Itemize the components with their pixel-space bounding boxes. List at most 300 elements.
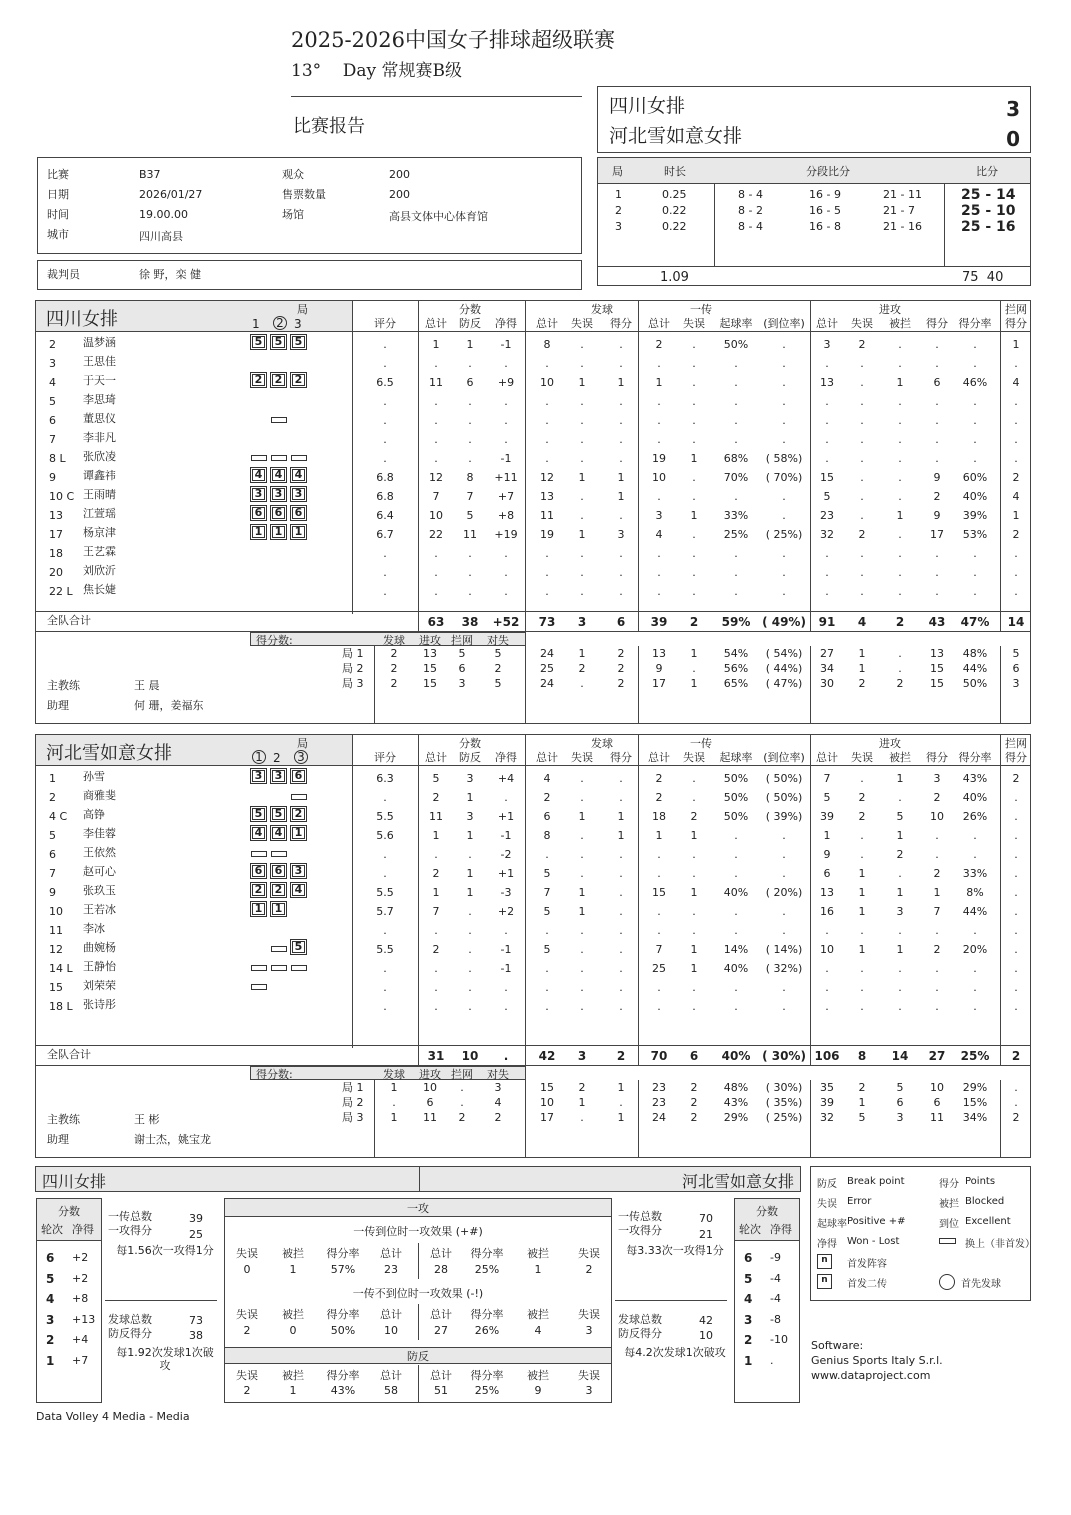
col-rating: 评分 [374,751,396,764]
set-stat-at: 27 [820,647,834,660]
starting-box [270,901,287,917]
total-pt: 31 [427,1049,445,1063]
stat-ae: 2 [858,791,866,804]
stat-rt: 15 [652,886,666,899]
stat-rexc: . [782,490,786,503]
stat-rpos: 50% [723,772,749,785]
stat-blk: . [1014,547,1018,560]
stat-bp: . [468,395,472,408]
software-url[interactable]: www.dataproject.com [811,1369,931,1382]
set-stat-se: 1 [578,1096,586,1109]
stat-pt: . [434,585,438,598]
total-bp: 10 [461,1049,479,1063]
reception-header: 一传 [690,303,712,316]
stat-ae: 1 [858,905,866,918]
stat-at: 23 [820,509,834,522]
total-ae: 8 [857,1049,867,1063]
starting-box [290,882,307,898]
stat-bp: . [468,943,472,956]
fa-value: 27 [434,1324,448,1337]
stat-ab: 1 [896,509,904,522]
starting-box [250,505,267,521]
stat-ap: . [935,547,939,560]
player-name: 于天一 [83,374,116,387]
col-sep [810,646,811,724]
stat-re: 1 [690,962,698,975]
starting-box [290,486,307,502]
col-sp: 得分 [610,751,632,764]
footer-text: Data Volley 4 Media - Media [36,1410,190,1423]
stat-net: . [504,585,508,598]
stat-pt: 2 [432,867,440,880]
coach-label: 主教练 [47,1113,80,1126]
stat-apct: 8% [966,886,984,899]
set-stat-at: 34 [820,662,834,675]
stat-blk: . [1014,452,1018,465]
set-points-c: 3 [458,677,466,690]
stat-apct: . [973,1000,977,1013]
player-number: 6 [49,414,56,427]
scoreboard-home: 四川女排 [609,95,686,117]
stat-rating: 5.5 [376,943,394,956]
stat-re: . [692,471,696,484]
set-points-b: 13 [423,647,437,660]
stat-ap: . [935,338,939,351]
col-sp: 得分 [610,317,632,330]
stat-se: . [580,414,584,427]
def-value: 1 [289,1384,297,1397]
stat-st: . [545,414,549,427]
stat-pt: 10 [429,509,443,522]
home-rotation-box [36,1198,102,1403]
stat-rexc: . [782,848,786,861]
set-indicator: 3 [294,750,308,764]
stat-re: . [692,905,696,918]
set-stat-apct: 50% [962,677,988,690]
sub-in-icon [251,965,267,971]
starting-box [250,882,267,898]
stat-rpos: . [734,490,738,503]
stat-ae: . [860,452,864,465]
fa-value: 4 [534,1324,542,1337]
stat-rpos: . [734,829,738,842]
eff-label: 一攻得分 [618,1224,662,1237]
stat-blk: . [1014,867,1018,880]
eff-note: 每1.92次发球1次破攻 [116,1346,214,1372]
player-name: 孙雪 [83,770,105,783]
legend-box-icon [817,1254,832,1269]
stat-re: 1 [690,452,698,465]
stat-rpos: 68% [723,452,749,465]
starting-position: 2 [294,373,303,386]
starting-box [250,486,267,502]
stat-pt: . [434,924,438,937]
set-stat-ae: 1 [858,662,866,675]
stat-rpos: . [734,357,738,370]
set-stat-ae: 5 [858,1111,866,1124]
player-name: 曲婉杨 [83,941,116,954]
stat-blk: . [1014,566,1018,579]
starting-box [270,486,287,502]
set-points-a: 1 [390,1111,398,1124]
info-label: 时间 [47,208,69,221]
stat-apct: . [973,452,977,465]
stat-net: . [504,981,508,994]
starting-position: 4 [274,468,283,481]
col-sep [638,1045,639,1065]
stat-sp: . [619,357,623,370]
legend-key: 得分 [939,1179,959,1190]
stat-net: -1 [500,962,512,975]
starting-position: 3 [274,487,283,500]
starting-box [270,806,287,822]
starting-position: 2 [274,883,283,896]
stat-apct: 20% [962,943,988,956]
rotation-number: 4 [744,1292,753,1306]
stat-at: . [825,414,829,427]
sub-in-icon [251,455,267,461]
stat-st: 6 [543,810,551,823]
fa-value: 0 [243,1263,251,1276]
stat-bp: 11 [463,528,477,541]
stat-bp: . [468,414,472,427]
reception-header: 一传 [690,737,712,750]
stat-net: -1 [500,829,512,842]
set-row-label: 局 1 [342,1081,364,1094]
col-sep [1000,611,1001,631]
stat-sp: . [619,433,623,446]
sub-in-icon [271,851,287,857]
stat-rt: . [657,924,661,937]
col-sep [374,646,375,724]
stat-rt: 1 [655,829,663,842]
stat-ap: 3 [933,772,941,785]
stat-pt: 11 [429,376,443,389]
stat-re: . [692,791,696,804]
stat-ae: 2 [858,528,866,541]
points-b: 进攻 [419,1068,441,1081]
player-number: 7 [49,433,56,446]
set-points-a: 2 [390,647,398,660]
stat-ab: 1 [896,829,904,842]
stat-net: . [504,433,508,446]
total-ap: 43 [928,615,946,629]
rotation-number: 5 [46,1271,55,1286]
starting-box [250,372,267,388]
stat-rpos: . [734,905,738,918]
stat-at: 10 [820,943,834,956]
fa-header: 失误 [578,1247,600,1260]
col-rpos: 起球率 [719,751,753,764]
stat-ae: . [860,585,864,598]
stat-se: . [580,943,584,956]
stat-apct: 33% [962,867,988,880]
stat-ab: . [898,414,902,427]
fa-header: 被拦 [282,1308,304,1321]
stat-se: . [580,848,584,861]
stat-bp: . [468,452,472,465]
stat-re: . [692,490,696,503]
set-stat-st: 10 [540,1096,554,1109]
player-number: 4 [49,376,56,389]
col-set: 局 [297,303,308,316]
stat-apct: 60% [962,471,988,484]
player-name: 王若冰 [83,903,116,916]
col-set: 局 [297,737,308,750]
stat-at: . [825,566,829,579]
eff-value: 25 [189,1228,203,1241]
serve-header: 发球 [591,303,613,316]
set-number: 1 [615,188,622,201]
stat-rexc: . [782,509,786,522]
stat-sp: . [619,772,623,785]
info-label: 比赛 [47,168,69,181]
points-a: 发球 [383,634,405,647]
stat-blk: . [1014,414,1018,427]
assistant-label: 助理 [47,1133,69,1146]
player-name: 王依然 [83,846,116,859]
set-stat-ap: 15 [930,677,944,690]
stat-ap: . [935,981,939,994]
fa-value: 0 [289,1324,297,1337]
rotation-number: 2 [46,1333,55,1347]
stat-rt: . [657,848,661,861]
total-rpos: 59% [721,615,751,629]
eff-label: 防反得分 [618,1327,662,1340]
stat-rt: . [657,414,661,427]
eff-label: 发球总数 [108,1313,152,1326]
stat-ab: 1 [896,376,904,389]
set-row-label: 局 3 [342,1111,364,1124]
stat-re: . [692,924,696,937]
starting-position: 4 [254,826,263,839]
starting-position: 1 [294,525,303,538]
away-sets-won: 0 [1006,127,1020,151]
stat-sp: . [619,566,623,579]
set-stat-blk: . [1014,1081,1018,1094]
stat-re: . [692,566,696,579]
col-duration: 时长 [664,165,686,178]
stat-apct: . [973,829,977,842]
set-partial: 21 - 7 [883,204,915,217]
stat-rating: 5.6 [376,829,394,842]
fa-value: 2 [585,1263,593,1276]
stat-bp: . [468,1000,472,1013]
stat-net: . [504,547,508,560]
stat-ae: . [860,490,864,503]
stat-bp: . [468,924,472,937]
col-ap: 得分 [926,317,948,330]
points-a: 发球 [383,1068,405,1081]
player-number: 2 [49,791,56,804]
attack-header: 进攻 [879,303,901,316]
def-header: 总计 [430,1369,452,1382]
stat-rt: . [657,547,661,560]
player-name: 高铮 [83,808,105,821]
stat-re: . [692,338,696,351]
fa-value: 2 [243,1324,251,1337]
player-name: 刘欣沂 [83,564,116,577]
stat-ae: 1 [858,867,866,880]
software-company: Genius Sports Italy S.r.l. [811,1354,943,1367]
stat-ab: 1 [896,772,904,785]
fa-header: 被拦 [527,1247,549,1260]
starting-position: 4 [254,468,263,481]
set-points-c: 2 [458,1111,466,1124]
stat-bp: 1 [466,829,474,842]
starting-box [290,334,307,350]
col-sep [638,1080,639,1158]
player-number: 18 [49,547,63,560]
stat-blk: 2 [1012,471,1020,484]
stat-rt: 18 [652,810,666,823]
rotation-value: -9 [770,1251,781,1264]
eff-note: 每4.2次发球1次破攻 [624,1346,726,1359]
stat-blk: . [1014,886,1018,899]
fa-value: 3 [585,1324,593,1337]
set-duration: 0.22 [662,204,687,217]
stat-net: . [504,1000,508,1013]
stat-se: . [580,357,584,370]
stat-se: . [580,452,584,465]
stat-rpos: . [734,924,738,937]
set-indicator: 3 [294,317,302,331]
points-header: 分数 [459,303,481,316]
starting-box [270,882,287,898]
stat-sp: . [619,414,623,427]
stat-bp: 1 [466,338,474,351]
col-sep [352,765,353,1048]
stat-ab: 5 [896,810,904,823]
def-header: 失误 [578,1369,600,1382]
set-points-b: 11 [423,1111,437,1124]
total-line-bottom [36,631,1030,632]
stat-rt: 1 [655,376,663,389]
set-points-a: 1 [390,1081,398,1094]
legend-circle-icon [939,1274,955,1290]
set-stat-blk: 6 [1012,662,1020,675]
stat-bp: 1 [466,791,474,804]
stat-se: . [580,791,584,804]
player-number: 5 [49,395,56,408]
total-ab: 2 [895,615,905,629]
stat-re: 1 [690,886,698,899]
stat-at: . [825,547,829,560]
col-re: 失误 [683,317,705,330]
col-sep [810,1080,811,1158]
stat-pt: 1 [432,338,440,351]
starting-box [250,768,267,784]
stat-ae: . [860,924,864,937]
fa-value: 28 [434,1263,448,1276]
info-label: 售票数量 [282,188,326,201]
set-stat-st: 24 [540,647,554,660]
player-number: 1 [49,772,56,785]
stat-blk: . [1014,395,1018,408]
starting-position: 2 [254,883,263,896]
starting-position: 4 [274,826,283,839]
stat-bp: . [468,585,472,598]
set-stat-apct: 29% [962,1081,988,1094]
starting-position: 3 [254,487,263,500]
stat-ae: 2 [858,810,866,823]
set-stat-sp: 2 [617,647,625,660]
stat-ae: . [860,357,864,370]
col-rt: 总计 [648,751,670,764]
stat-st: . [545,433,549,446]
stat-rexc: . [782,395,786,408]
col-sep [525,646,526,724]
fa-header: 得分率 [326,1247,360,1260]
stat-rexc: ( 50%) [765,772,803,785]
stat-pt: . [434,981,438,994]
set-stat-rt: 17 [652,677,666,690]
stat-ap: 9 [933,471,941,484]
coach-name: 王 晨 [134,679,160,692]
stat-rating: 6.8 [376,490,394,503]
fa-value: 23 [384,1263,398,1276]
col-se: 失误 [571,317,593,330]
stat-ap: . [935,962,939,975]
starting-box [270,863,287,879]
set-stat-se: 1 [578,647,586,660]
col-ae: 失误 [851,317,873,330]
eff-note: 每1.56次一攻得1分 [116,1244,214,1257]
stat-st: 5 [543,867,551,880]
set-stat-blk: . [1014,1096,1018,1109]
stat-rpos: . [734,395,738,408]
legend-key: 到位 [939,1219,959,1230]
set-stat-rexc: ( 54%) [765,647,803,660]
col-apct: 得分率 [958,751,992,764]
stat-sp: . [619,981,623,994]
header-line [36,331,1030,332]
legend-key: 净得 [817,1239,837,1250]
stat-rating: . [383,867,387,880]
page-title: 2025-2026中国女子排球超级联赛 [291,28,615,52]
def-value: 43% [330,1384,356,1397]
total-line-top [36,611,1030,612]
stat-apct: 46% [962,376,988,389]
scoreboard-away: 河北雪如意女排 [609,125,743,147]
stat-ap: 2 [933,490,941,503]
total-sp: 2 [616,1049,626,1063]
set-duration: 0.25 [662,188,687,201]
stat-at: 3 [823,338,831,351]
stat-net: +2 [497,905,515,918]
stat-sp: . [619,924,623,937]
col-bp: 防反 [459,317,481,330]
header-line [36,765,1030,766]
starting-position: 1 [294,826,303,839]
stat-sp: . [619,848,623,861]
stat-net: -1 [500,943,512,956]
set-stat-st: 24 [540,677,554,690]
stat-st: 11 [540,509,554,522]
starting-position: 2 [274,373,283,386]
stat-se: . [580,509,584,522]
stat-rating: 6.7 [376,528,394,541]
rotation-value: +13 [72,1312,96,1326]
set-stat-rt: 9 [655,662,663,675]
eff-sep [615,1300,727,1301]
stat-st: 5 [543,943,551,956]
player-name: 杨京津 [83,526,116,539]
total-rexc: ( 30%) [762,1049,806,1063]
stat-apct: . [973,395,977,408]
stat-pt: . [434,433,438,446]
stat-rexc: . [782,566,786,579]
